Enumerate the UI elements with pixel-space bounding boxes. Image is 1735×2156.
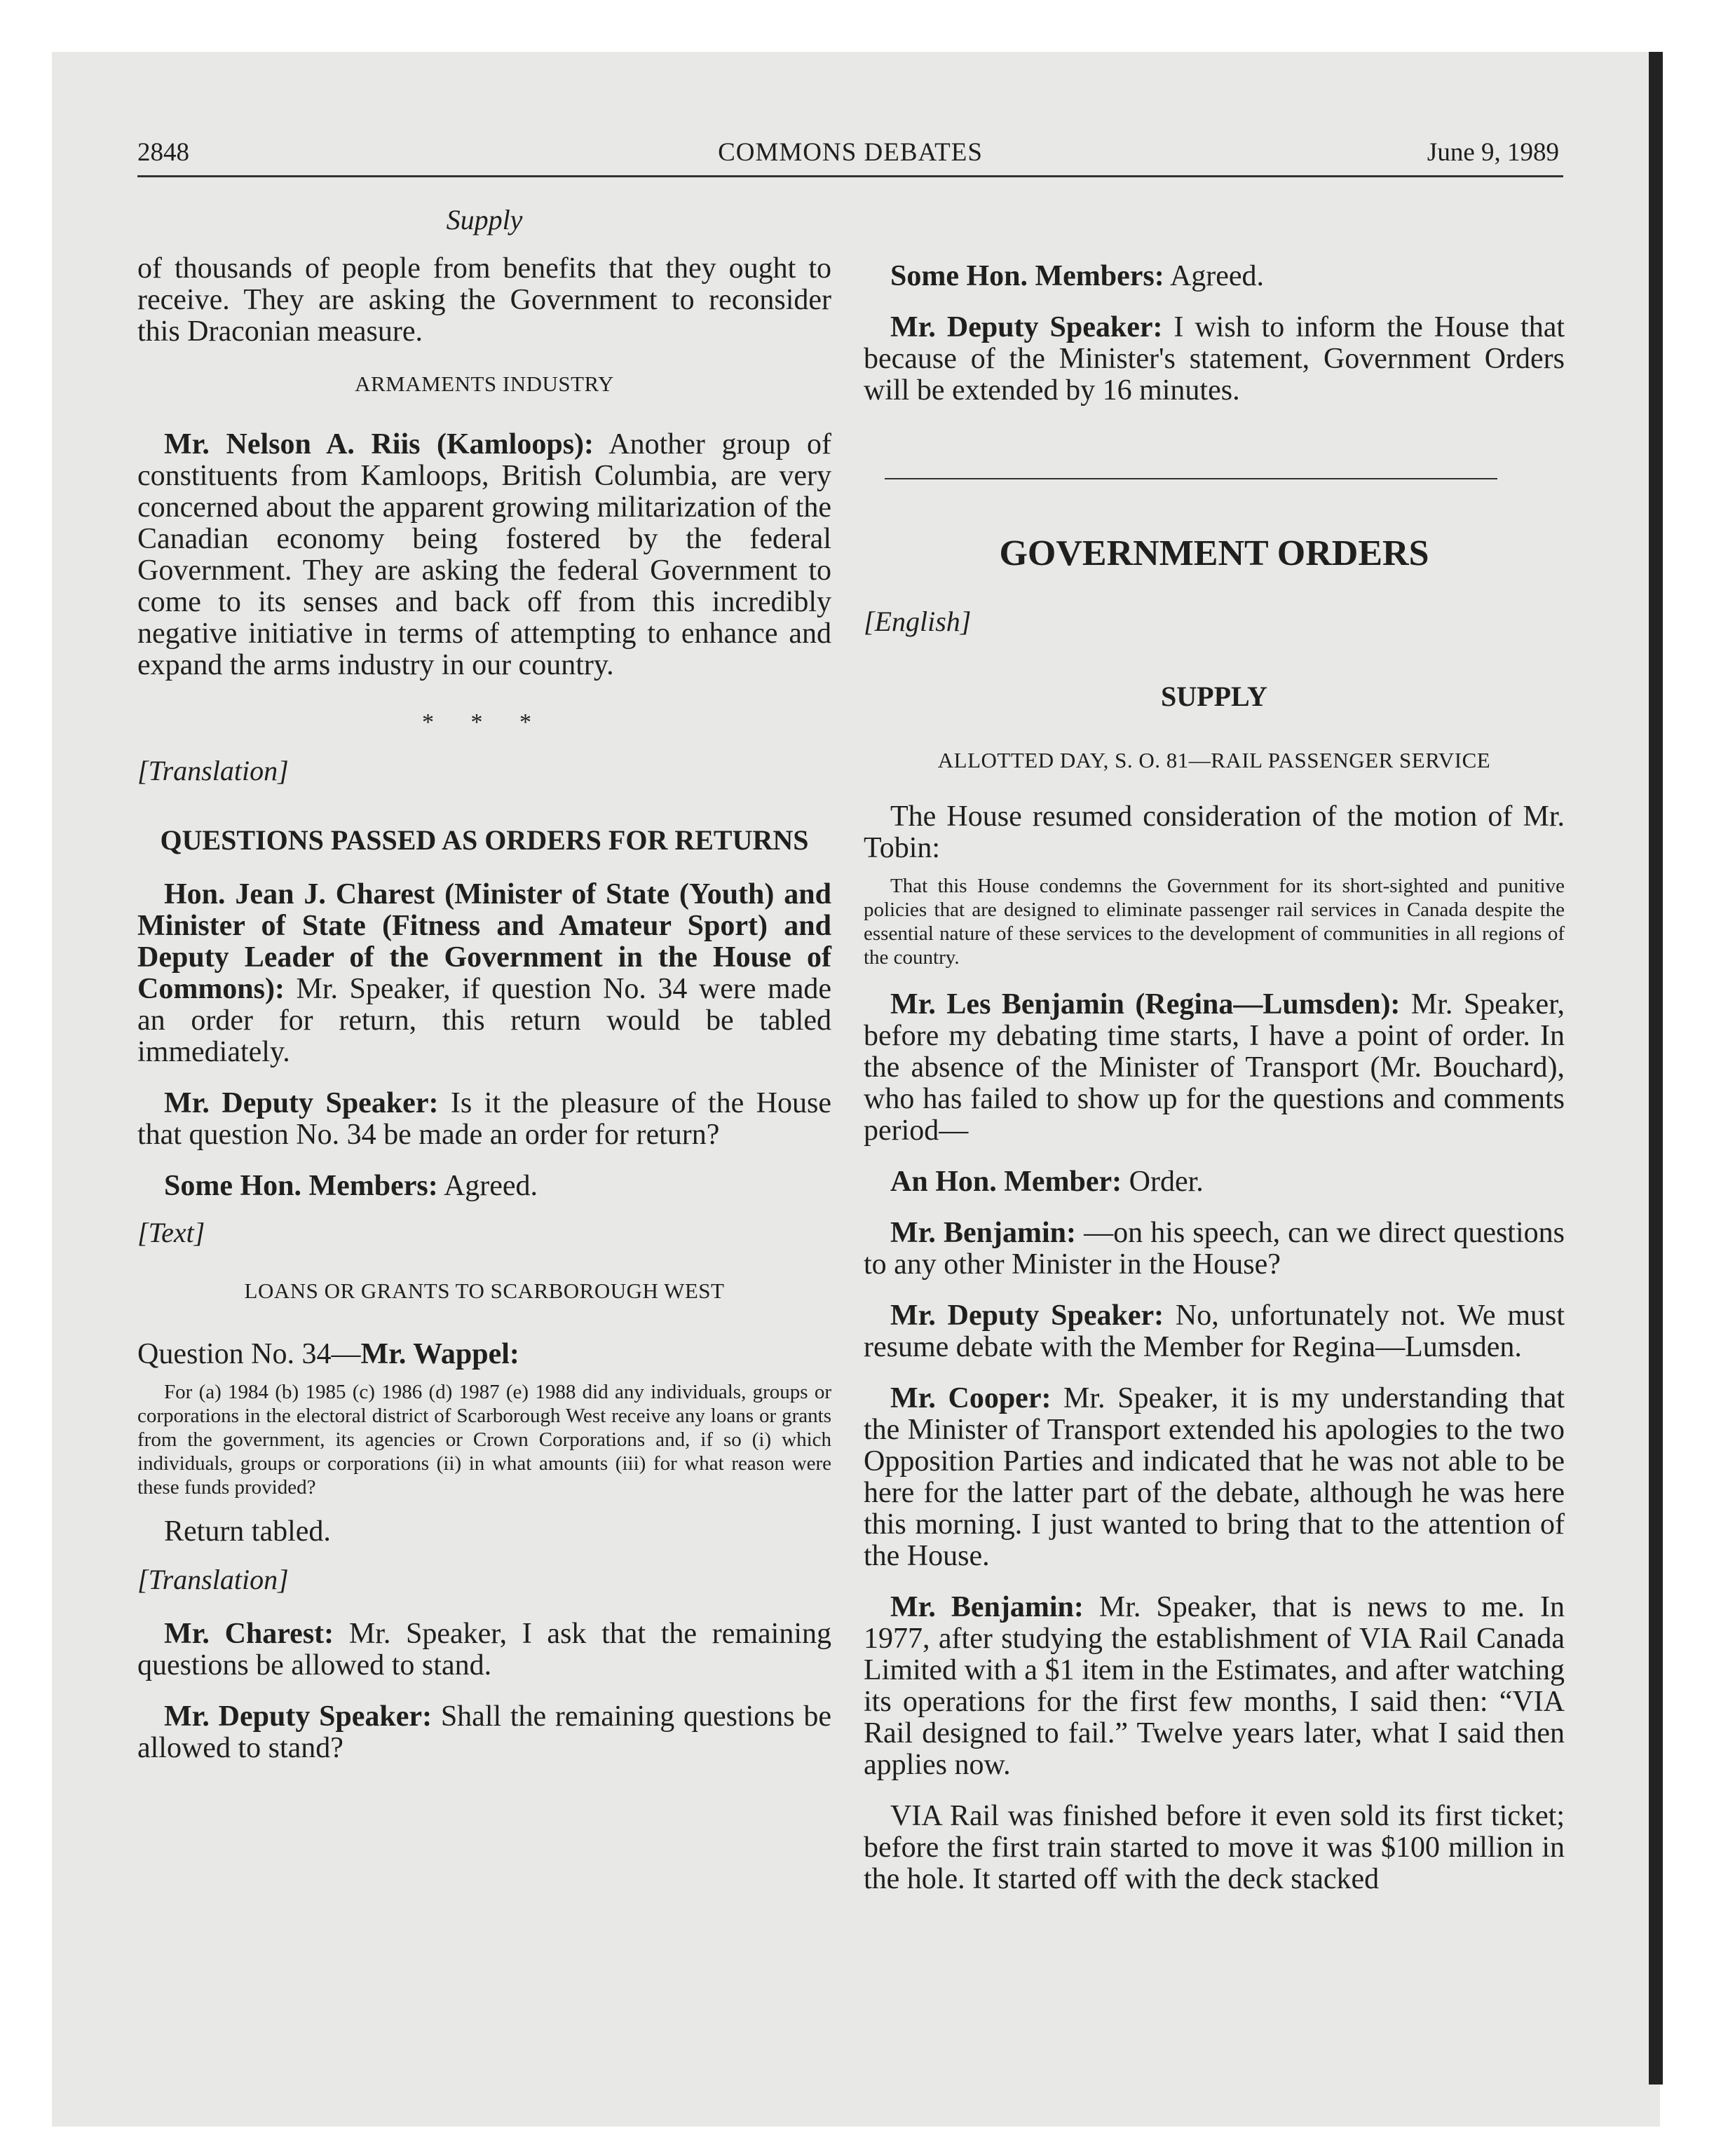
speaker-name: Mr. Deputy Speaker: <box>890 1299 1164 1332</box>
armaments-heading: ARMAMENTS INDUSTRY <box>355 371 614 396</box>
speech-text: Mr. Speaker, before my debating time starts, I have a point of order. In the absence of the Minister of Transport (Mr. Bouchard), who has failed to show up for the questions and comments period— <box>864 988 1565 1147</box>
charest-statement <box>137 879 831 1068</box>
speaker-name: Mr. Nelson A. Riis (Kamloops): <box>164 428 594 460</box>
deputy-speaker-announcement <box>864 312 1565 407</box>
speech-text: —on his speech, can we direct questions to any other Minister in the House? <box>864 1217 1565 1281</box>
publication-title: COMMONS DEBATES <box>718 138 983 167</box>
benjamin-speech <box>864 1592 1565 1781</box>
members-response <box>864 261 1565 292</box>
speech-text: Agreed. <box>1164 260 1265 292</box>
speaker-name: An Hon. Member: <box>890 1166 1122 1198</box>
speech-text: Mr. Speaker, I ask that the remaining questions be allowed to stand. <box>137 1618 831 1681</box>
speech-text: Order. <box>1122 1166 1204 1198</box>
speaker-name: Mr. Deputy Speaker: <box>890 311 1163 343</box>
return-tabled: Return tabled. <box>164 1515 331 1548</box>
deputy-speaker-ruling <box>864 1300 1565 1363</box>
charest-request <box>137 1618 831 1681</box>
speech-text: Mr. Speaker, that is news to me. In 1977, after studying the establishment of VIA Rail Canada Limited with a $1 item in the Estimates, and after watching its operations for the first few months, I said then: “VIA Rail designed to fail.” Twelve years later, what I said then applies now. <box>864 1591 1565 1781</box>
continued-paragraph: of thousands of people from benefits that they ought to receive. They are asking the Government to reconsider this Draconian measure. <box>137 252 831 348</box>
speaker-name: Some Hon. Members: <box>890 260 1164 292</box>
section-separator-stars: * * * <box>422 709 547 735</box>
motion-text: That this House condemns the Government for its short-sighted and punitive policies that are designed to eliminate passenger rail services in Canada despite the essential nature of these services to the development of communities in all regions of the country. <box>864 875 1565 969</box>
page-number: 2848 <box>137 138 189 167</box>
section-rule <box>885 478 1497 479</box>
resumed-consideration: The House resumed consideration of the motion of Mr. Tobin: <box>864 800 1565 864</box>
section-running-head: Supply <box>446 204 523 236</box>
deputy-speaker-question <box>137 1701 831 1764</box>
scan-edge-shadow <box>1649 52 1663 2085</box>
speaker-name: Mr. Deputy Speaker: <box>164 1087 439 1119</box>
question-line <box>137 1339 831 1370</box>
translation-tag: [Translation] <box>137 755 289 786</box>
question-prefix: Question No. 34— <box>137 1338 361 1370</box>
hon-member-interjection <box>864 1166 1565 1198</box>
page-header <box>137 135 1563 177</box>
speaker-name: Mr. Benjamin: <box>890 1217 1077 1249</box>
riis-statement <box>137 429 831 681</box>
speech-text: Shall the remaining questions be allowed to stand? <box>137 1700 831 1764</box>
speaker-name: Hon. Jean J. Charest (Minister of State (Youth) and Minister of State (Fitness and Amateur Sport) and Deputy Leader of the Government in the House of Commons): <box>137 878 831 1005</box>
benjamin-point-of-order <box>864 989 1565 1147</box>
right-column <box>864 203 1565 1895</box>
speech-text: No, unfortunately not. We must resume debate with the Member for Regina—Lumsden. <box>864 1299 1565 1363</box>
speech-text: Another group of constituents from Kamloops, British Columbia, are very concerned about the apparent growing militarization of the Canadian economy being fostered by the federal Government. They are asking the federal Government to come to its senses and back off from this incredibly negative initiative in terms of attempting to enhance and expand the arms industry in our country. <box>137 428 831 681</box>
loans-heading: LOANS OR GRANTS TO SCARBOROUGH WEST <box>244 1278 725 1303</box>
issue-date: June 9, 1989 <box>1427 138 1559 167</box>
speaker-name: Mr. Cooper: <box>890 1382 1052 1414</box>
speaker-name: Mr. Charest: <box>164 1618 334 1650</box>
speech-text: I wish to inform the House that because of the Minister's statement, Government Orders will be extended by 16 minutes. <box>864 311 1565 407</box>
supply-heading: SUPPLY <box>1161 681 1267 712</box>
translation-tag: [Translation] <box>137 1564 289 1595</box>
speech-text: Mr. Speaker, it is my understanding that the Minister of Transport extended his apologies to the two Opposition Parties and indicated that he was not able to be here for the latter part of the debate, although he was here this morning. I just wanted to bring that to the attention of the House. <box>864 1382 1565 1572</box>
question-body: For (a) 1984 (b) 1985 (c) 1986 (d) 1987 (e) 1988 did any individuals, groups or corporations in the electoral district of Scarborough West receive any loans or grants from the government, its agencies or Crown Corporations and, if so (i) which individuals, groups or corporations (ii) in what amounts (iii) for what reason were these funds provided? <box>137 1381 831 1499</box>
benjamin-question <box>864 1217 1565 1281</box>
speech-text: Agreed. <box>437 1170 538 1202</box>
via-rail-paragraph: VIA Rail was finished before it even sold its first ticket; before the first train started to move it was $100 million in the hole. It started off with the deck stacked <box>864 1800 1565 1895</box>
question-member: Mr. Wappel: <box>360 1338 519 1370</box>
speaker-name: Some Hon. Members: <box>164 1170 438 1202</box>
speech-text: Mr. Speaker, if question No. 34 were made an order for return, this return would be tabled immediately. <box>137 973 831 1068</box>
questions-heading: QUESTIONS PASSED AS ORDERS FOR RETURNS <box>160 824 809 856</box>
speaker-name: Mr. Deputy Speaker: <box>164 1700 433 1733</box>
deputy-speaker-statement <box>137 1088 831 1151</box>
allotted-day-heading: ALLOTTED DAY, S. O. 81—RAIL PASSENGER SERVICE <box>937 748 1491 772</box>
speaker-name: Mr. Les Benjamin (Regina—Lumsden): <box>890 988 1401 1021</box>
left-column <box>137 203 831 1764</box>
members-response <box>137 1171 831 1202</box>
cooper-statement <box>864 1383 1565 1572</box>
english-tag: [English] <box>864 606 972 637</box>
text-tag: [Text] <box>137 1217 205 1248</box>
speech-text: Is it the pleasure of the House that question No. 34 be made an order for return? <box>137 1087 831 1151</box>
speaker-name: Mr. Benjamin: <box>890 1591 1084 1623</box>
government-orders-heading: GOVERNMENT ORDERS <box>999 533 1429 573</box>
